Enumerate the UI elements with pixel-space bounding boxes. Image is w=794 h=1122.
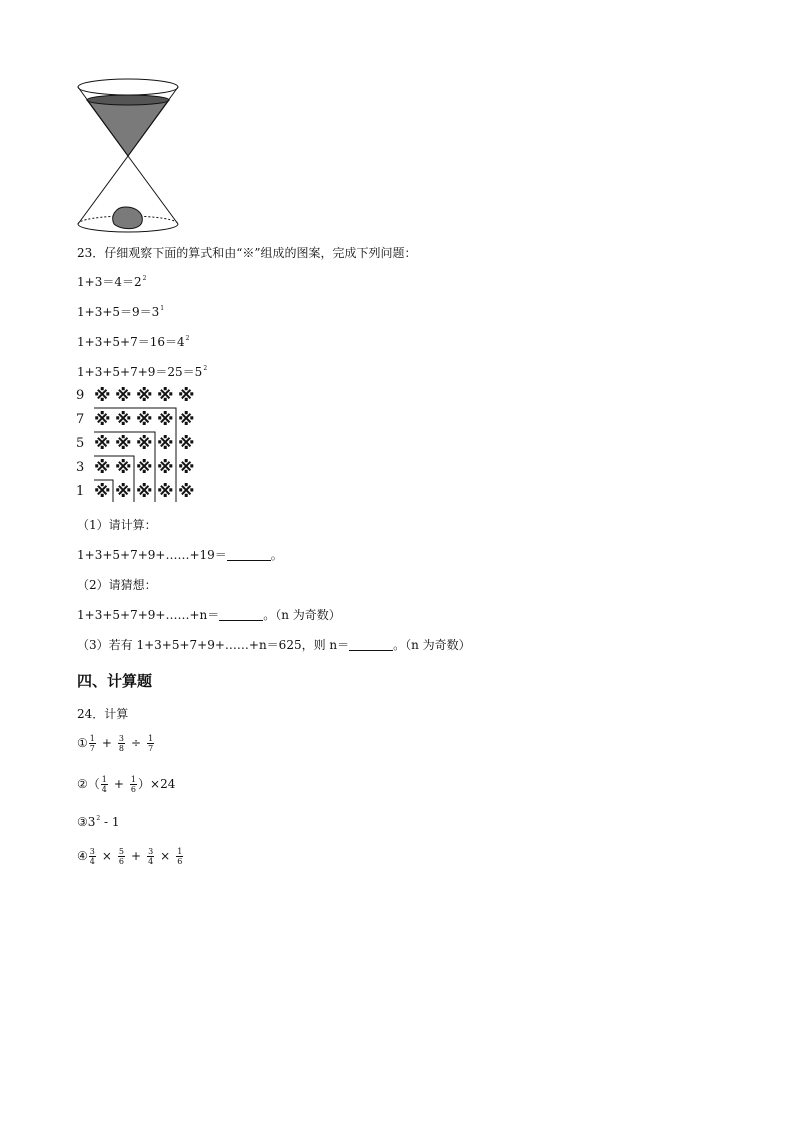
stone-shape [113,207,143,229]
grid-symbol: ※ [94,458,111,478]
q24-expression-3: $③3^2 - 1$ [77,815,120,829]
top-cone-rim [78,79,178,95]
fraction: $\frac{3}{4}$ [148,847,154,866]
equation-3: $1+3+5+7=16=4^2$ [77,335,190,349]
fraction: $\frac{1}{6}$ [130,775,137,794]
fraction: $\frac{1}{7}$ [89,734,95,753]
equation-2: $1+3+5=9=3^1$ [77,305,165,319]
grid-symbol: ※ [178,482,195,502]
answer-blank-1[interactable] [227,548,271,561]
answer-blank-3[interactable] [349,638,393,651]
grid-symbol: ※ [115,458,132,478]
grid-symbol: ※ [136,386,153,406]
grid-symbol: ※ [136,458,153,478]
grid-symbol: ※ [94,482,111,502]
grid-symbol: ※ [136,482,153,502]
fraction: $\frac{1}{7}$ [148,734,154,753]
grid-symbol: ※ [178,410,195,430]
row-label-7: 7 [76,412,85,427]
grid-symbol: ※ [136,410,153,430]
grid-symbol: ※ [157,386,174,406]
q24-expression-4: ④ $\frac{3}{4}$ × $\frac{5}{6}$ + $\frac{3}{4}$ × $\frac{1}{6}$ [77,847,183,866]
grid-symbol: ※ [115,434,132,454]
q23-part3: （3）若有 1+3+5+7+9+……+n＝625，则 n＝ 。（n 为奇数） [77,638,471,652]
grid-symbol: ※ [136,434,153,454]
equation-4: $1+3+5+7+9=25=5^2$ [77,365,208,379]
grid-symbol: ※ [115,410,132,430]
q23-intro: 23．仔细观察下面的算式和由“※”组成的图案，完成下列问题： [77,246,417,260]
grid-symbol: ※ [157,482,174,502]
symbol-grid [74,386,204,504]
fraction: $\frac{1}{6}$ [177,847,183,866]
q24-expression-1: ① $\frac{1}{7}$ + $\frac{3}{8}$ ÷ $\frac{1}{7}$ [77,734,154,753]
fraction: $\frac{5}{6}$ [118,847,125,866]
row-label-3: 3 [76,460,85,475]
grid-dividers [74,386,204,504]
grid-symbol: ※ [115,386,132,406]
grid-symbol: ※ [115,482,132,502]
grid-symbol: ※ [157,434,174,454]
row-label-1: 1 [76,484,85,499]
row-label-9: 9 [76,388,85,403]
q23-part2-label: （2）请猜想： [77,578,157,592]
top-sand [87,100,169,156]
section-title: 四、计算题 [77,672,153,690]
grid-symbol: ※ [178,458,195,478]
sand-surface [87,95,169,105]
grid-symbol: ※ [178,386,195,406]
hourglass-figure [70,76,186,236]
row-label-5: 5 [76,436,85,451]
grid-symbol: ※ [94,434,111,454]
grid-symbol: ※ [157,458,174,478]
answer-blank-2[interactable] [219,608,263,621]
q23-part1-label: （1）请计算： [77,518,157,532]
grid-symbol: ※ [157,410,174,430]
q24-title: 24．计算 [77,707,129,721]
equation-1: $1+3=4=2^2$ [77,275,147,289]
q23-part2: 1+3+5+7+9+……+n＝ 。（n 为奇数） [77,608,341,622]
grid-symbol: ※ [178,434,195,454]
grid-symbol: ※ [94,386,111,406]
q23-part1: 1+3+5+7+9+……+19＝ 。 [77,548,283,562]
fraction: $\frac{3}{4}$ [89,847,95,866]
fraction: $\frac{1}{4}$ [101,775,107,794]
grid-symbol: ※ [94,410,111,430]
fraction: $\frac{3}{8}$ [118,734,125,753]
q24-expression-2: ②（ $\frac{1}{4}$ + $\frac{1}{6}$ ）×24 [77,775,176,794]
